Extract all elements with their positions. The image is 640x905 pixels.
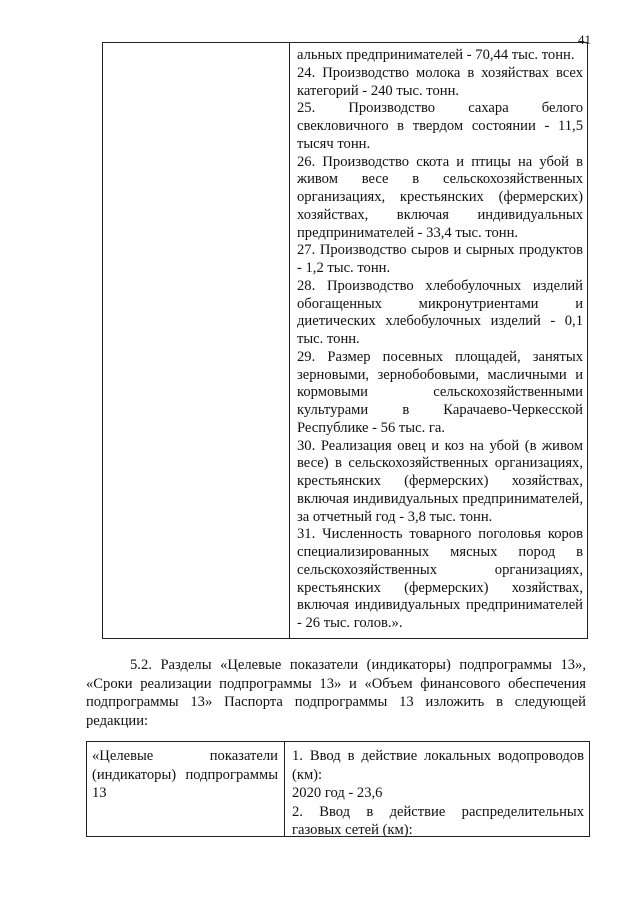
list-item: 2. Ввод в действие распределительных газовых сетей (км): [292, 803, 584, 838]
indicator-table-continuation [102, 42, 588, 639]
list-item: 25. Производство сахара белого свекловичного в твердом состоянии - 11,5 тысяч тонн. [297, 100, 583, 152]
list-item: 27. Производство сыров и сырных продуктов - 1,2 тыс. тонн. [297, 242, 583, 276]
column-divider [284, 742, 285, 836]
section-content-cell [292, 747, 584, 840]
list-item: 2020 год - 23,6 [292, 785, 383, 801]
list-item: 26. Производство скота и птицы на убой в живом весе в сельскохозяйственных организациях, крестьянских (фермерских) хозяйствах, включая индивидуальных предпринимателей - 33,4 тыс. тонн. [297, 153, 583, 241]
amendment-paragraph [86, 656, 586, 730]
paragraph-text: 5.2. Разделы «Целевые показатели (индикаторы) подпрограммы 13», «Сроки реализации подпрограммы 13» и «Объем финансового обеспечения подпрограммы 13» Паспорта подпрограммы 13 изложить в следующей редакции: [86, 657, 586, 729]
list-item: альных предпринимателей - 70,44 тыс. тонн. [297, 47, 575, 63]
list-item: 29. Размер посевных площадей, занятых зерновыми, зернобобовыми, масличными и кормовыми сельскохозяйственными культурами в Карачаево-Черкесской Республике - 56 тыс. га. [297, 348, 583, 436]
column-divider [289, 43, 290, 638]
list-item: 24. Производство молока в хозяйствах всех категорий - 240 тыс. тонн. [297, 64, 583, 99]
passport-table [86, 741, 590, 837]
list-item: 1. Ввод в действие локальных водопроводов (км): [292, 748, 584, 783]
indicator-list-cell [297, 47, 583, 633]
list-item: 28. Производство хлебобулочных изделий обогащенных микронутриентами и диетических хлебобулочных изделий - 0,1 тыс. тонн. [297, 277, 583, 347]
page-number: 41 [578, 32, 591, 47]
list-item: 31. Численность товарного поголовья коров специализированных мясных пород в сельскохозяйственных организациях, крестьянских (фермерских) хозяйствах, включая индивидуальных предпринимателей - 26 тыс. голов.». [297, 526, 583, 631]
section-title-cell: «Целевые показатели (индикаторы) подпрограммы 13 [92, 748, 278, 801]
list-item: 30. Реализация овец и коз на убой (в живом весе) в сельскохозяйственных организациях, крестьянских (фермерских) хозяйствах, включая индивидуальных предпринимателей, за отчетный год - 3,8 тыс. тонн. [297, 437, 583, 525]
